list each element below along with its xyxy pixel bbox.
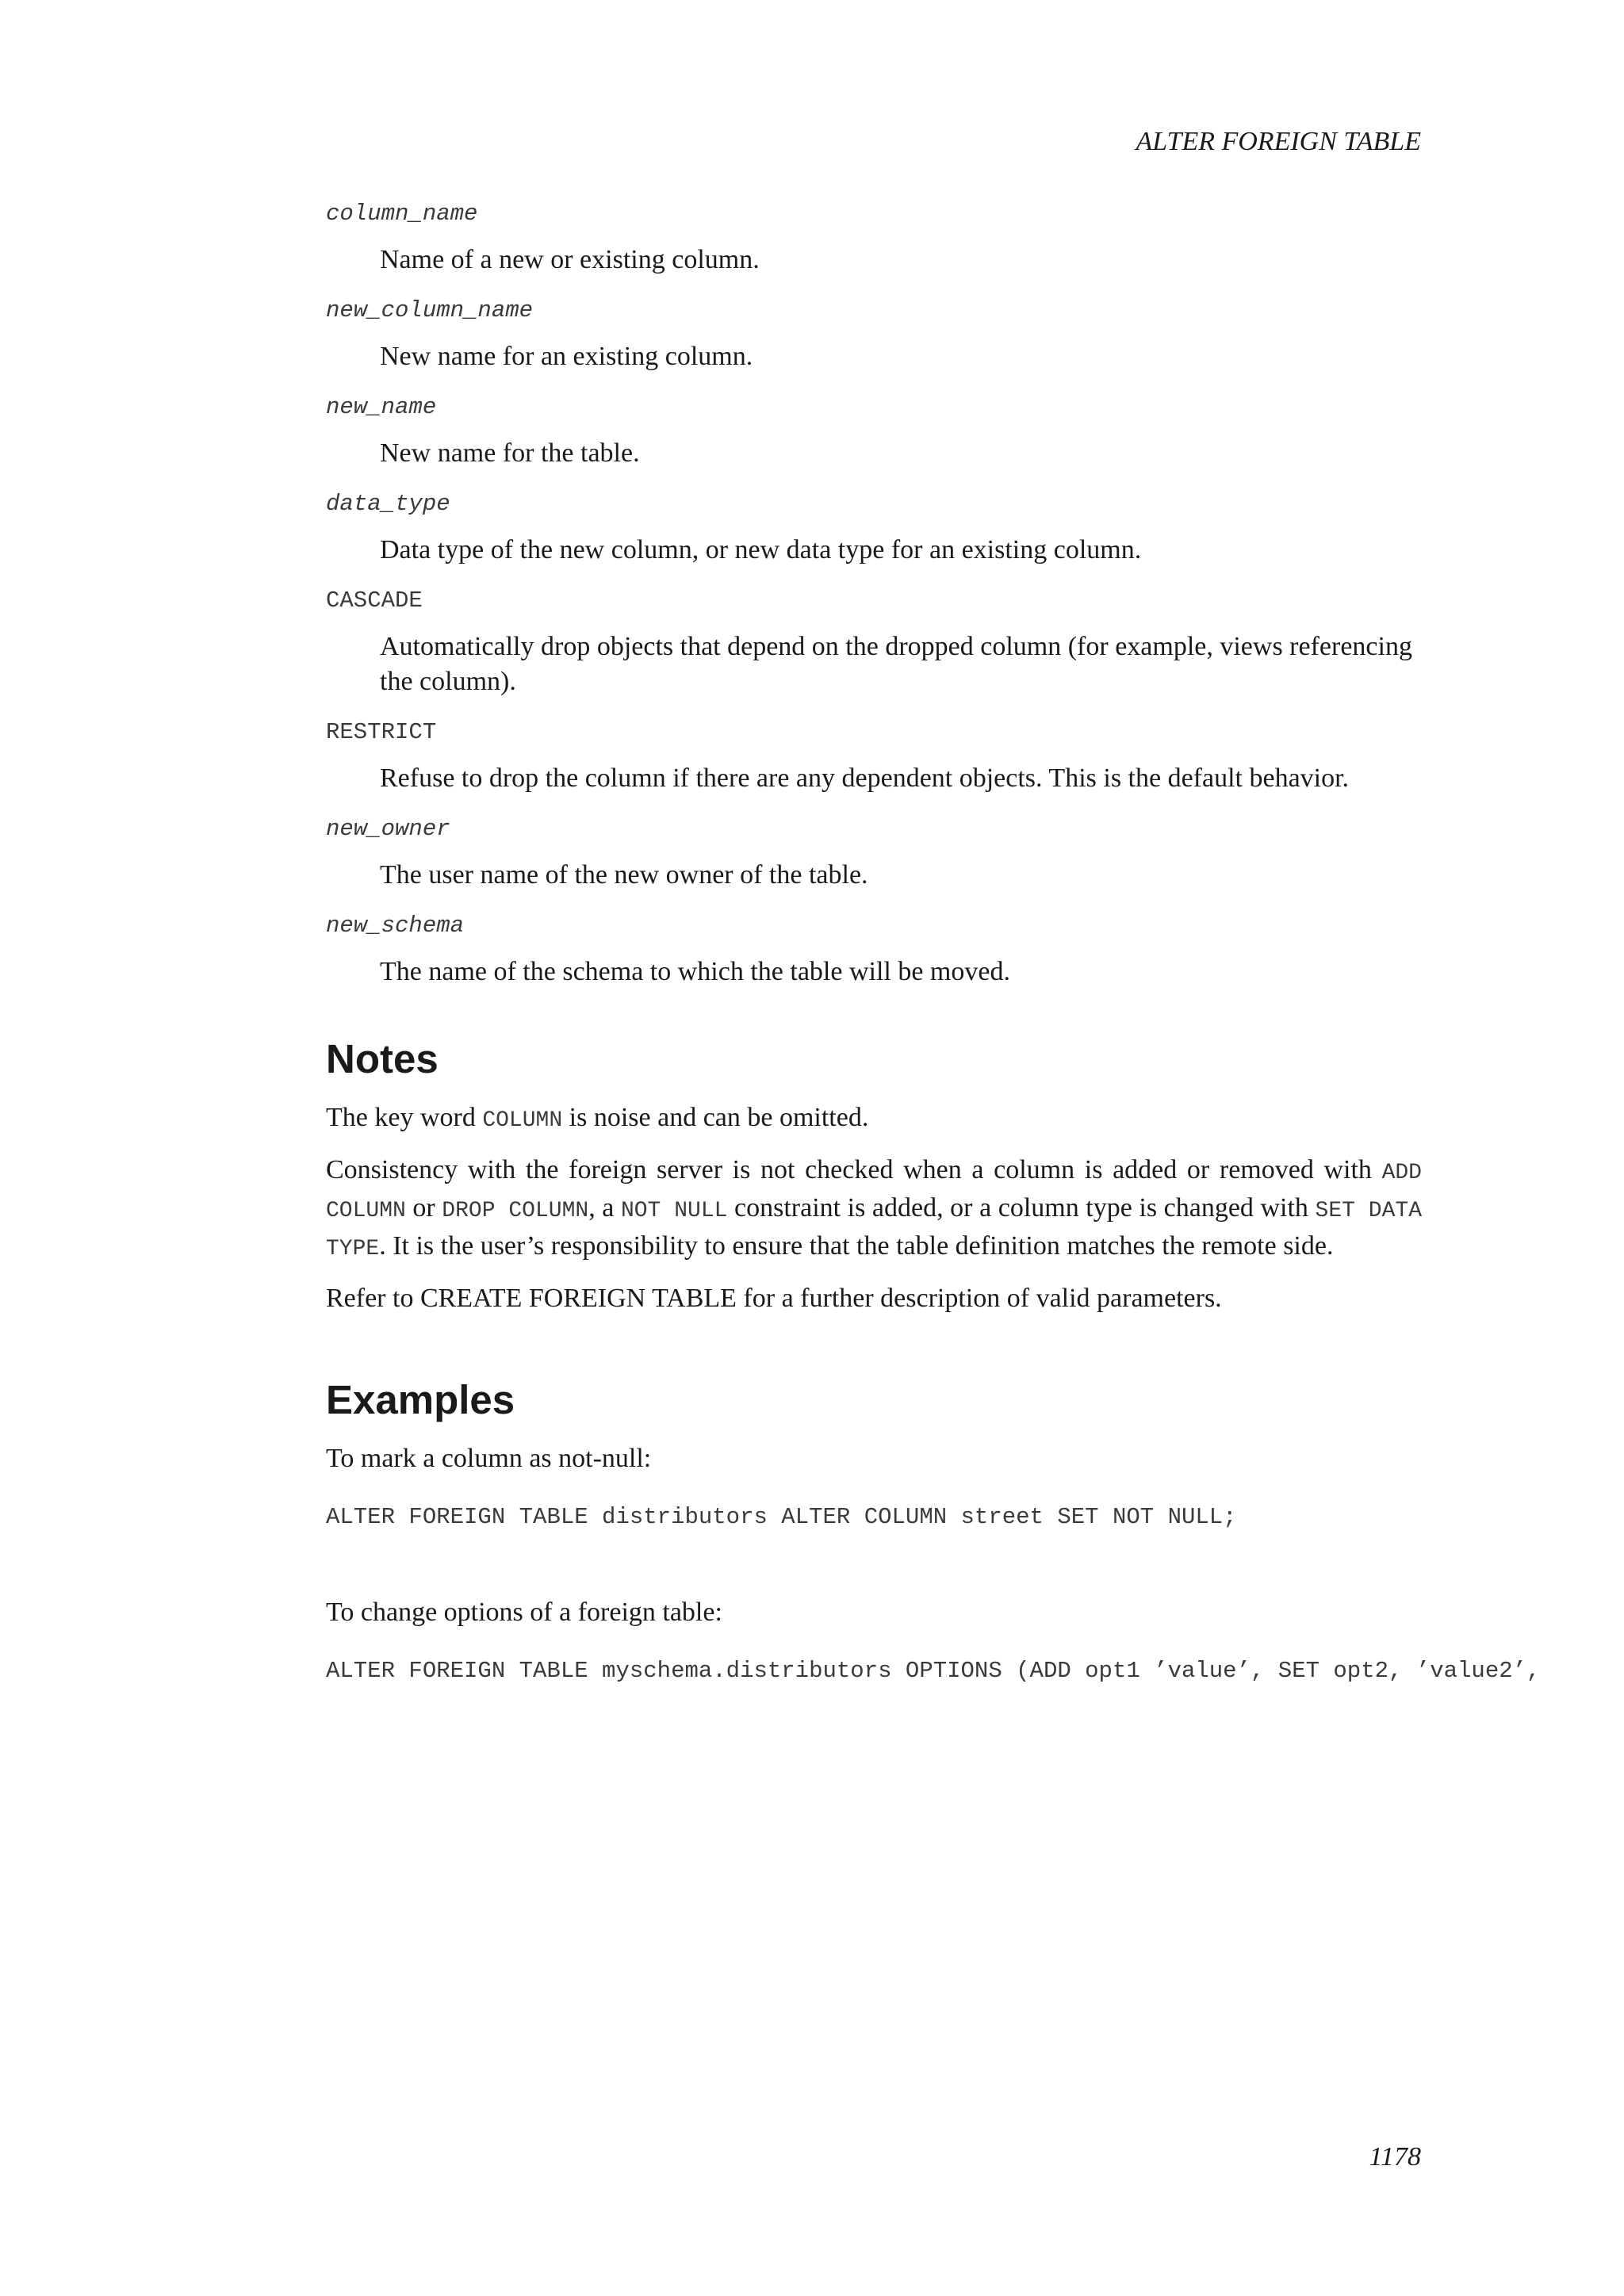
example-2-intro: To change options of a foreign table: — [326, 1598, 722, 1627]
example-1-code: ALTER FOREIGN TABLE distributors ALTER COLUMN street SET NOT NULL; — [326, 1504, 1237, 1530]
notes-paragraph-2 — [326, 1153, 1422, 1267]
param-term-data-type: data_type — [326, 491, 450, 517]
notes-p2-code-1: ADD COLUMN — [326, 1161, 1422, 1223]
param-desc-column-name: Name of a new or existing column. — [380, 245, 760, 274]
param-term-cascade: CASCADE — [326, 587, 423, 614]
notes-p1-text-before: The key word — [326, 1103, 483, 1132]
notes-p2-text-1: Consistency with the foreign server is not checked when a column is added or removed with — [326, 1155, 1382, 1184]
page-content — [326, 197, 1541, 1689]
examples-heading: Examples — [326, 1377, 515, 1422]
notes-section — [326, 1035, 1422, 1316]
notes-p1-code: COLUMN — [482, 1108, 563, 1133]
page-number: 1178 — [1369, 2142, 1421, 2172]
parameter-list — [326, 197, 1422, 989]
notes-p2-code-3: NOT NULL — [620, 1199, 728, 1223]
example-2-code: ALTER FOREIGN TABLE myschema.distributors OPTIONS (ADD opt1 ’value’, SET opt2, ’value2’, — [326, 1658, 1541, 1684]
param-desc-cascade: Automatically drop objects that depend on the dropped column (for example, views referencing the column). — [380, 632, 1412, 696]
notes-p2-text-3: , a — [588, 1193, 621, 1223]
param-desc-new-schema: The name of the schema to which the table will be moved. — [380, 957, 1010, 986]
notes-p2-code-2: DROP COLUMN — [442, 1199, 589, 1223]
notes-paragraph-3: Refer to CREATE FOREIGN TABLE for a further description of valid parameters. — [326, 1284, 1222, 1313]
param-term-new-owner: new_owner — [326, 816, 450, 842]
param-desc-new-name: New name for the table. — [380, 438, 640, 468]
running-header: ALTER FOREIGN TABLE — [1136, 127, 1421, 156]
notes-paragraph-1 — [326, 1100, 1422, 1138]
param-desc-new-column-name: New name for an existing column. — [380, 342, 753, 371]
param-desc-restrict: Refuse to drop the column if there are any dependent objects. This is the default behavior. — [380, 763, 1350, 793]
notes-p1-text-after: is noise and can be omitted. — [562, 1103, 869, 1132]
param-desc-data-type: Data type of the new column, or new data type for an existing column. — [380, 535, 1142, 564]
examples-section — [326, 1376, 1541, 1689]
notes-p2-text-5: . It is the user’s responsibility to ensure that the table definition matches the remote side. — [379, 1231, 1334, 1261]
notes-p2-text-4: constraint is added, or a column type is changed with — [727, 1193, 1316, 1223]
param-desc-new-owner: The user name of the new owner of the table. — [380, 860, 868, 890]
notes-heading: Notes — [326, 1036, 439, 1081]
example-1-intro: To mark a column as not-null: — [326, 1444, 652, 1473]
param-term-new-name: new_name — [326, 394, 437, 420]
notes-p2-code-4: SET DATA TYPE — [326, 1199, 1423, 1261]
param-term-column-name: column_name — [326, 201, 478, 227]
notes-p2-text-2: or — [405, 1193, 442, 1223]
param-term-restrict: RESTRICT — [326, 719, 437, 745]
param-term-new-column-name: new_column_name — [326, 297, 534, 323]
param-term-new-schema: new_schema — [326, 913, 465, 939]
